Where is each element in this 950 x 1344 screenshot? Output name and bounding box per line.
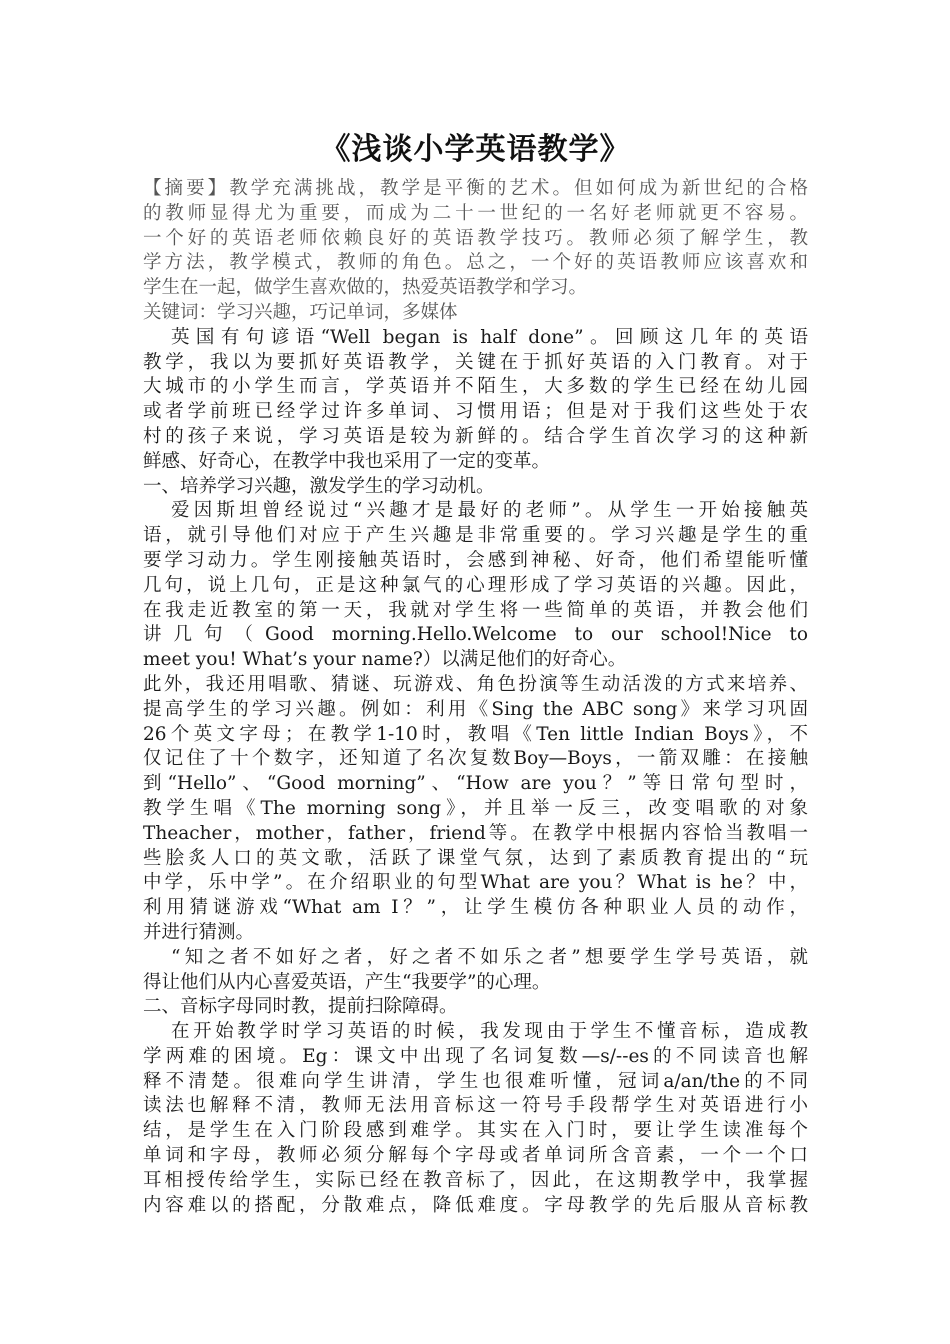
section1-paragraph-3 [143,946,808,996]
paragraph-line: 英国有句谚语“Well began is half done”。回顾这几年的英语 [171,326,808,348]
abstract-line: 学方法，教学模式，教师的角色。总之，一个好的英语教师应该喜欢和 [143,252,808,274]
paragraph-line: 在开始教学时学习英语的时候，我发现由于学生不懂音标，造成教 [171,1021,808,1043]
paragraph-line: 释不清楚。很难向学生讲清，学生也很难听懂，冠词a/an/the的不同 [143,1070,808,1092]
paragraph-line: 内容难以的搭配，分散难点，降低难度。字母教学的先后服从音标教 [143,1194,808,1216]
paragraph-line: 鲜感、好奇心，在教学中我也采用了一定的变革。 [143,450,551,472]
abstract-line: 学生在一起，做学生喜欢做的，热爱英语教学和学习。 [143,277,588,299]
paragraph-line: 或者学前班已经学过许多单词、习惯用语；但是对于我们这些处于农 [143,401,808,423]
section2-paragraph-1 [143,1020,808,1218]
paragraph-line: 单词和字母，教师必须分解每个字母或者单词所含音素，一个一个口 [143,1145,808,1167]
document-page [143,125,808,1218]
paragraph-line: 爱因斯坦曾经说过“兴趣才是最好的老师”。从学生一开始接触英 [171,500,808,522]
paragraph-line: 村的孩子来说，学习英语是较为新鲜的。结合学生首次学习的这种新 [143,425,808,447]
abstract [143,177,808,301]
section-heading-2: 二、音标字母同时教，提前扫除障碍。 [143,996,458,1018]
keywords: 关键词：学习兴趣，巧记单词，多媒体 [143,301,458,323]
section1-paragraph-2 [143,673,808,946]
paragraph-line: 到“Hello”、“Good morning”、“How are you？”等日常句型时， [143,773,808,795]
paragraph-line: 利用猜谜游戏“What am I？”，让学生模仿各种职业人员的动作， [143,897,808,919]
section1-paragraph-1 [143,499,808,673]
paragraph-line: 提高学生的学习兴趣。例如：利用《Sing the ABC song》来学习巩固 [143,698,808,720]
section-heading-1: 一、培养学习兴趣，激发学生的学习动机。 [143,475,495,497]
paragraph-line: 结，是学生在入门阶段感到难学。其实在入门时，要让学生读准每个 [143,1120,808,1142]
paragraph-line: 几句，说上几句，正是这种氯气的心理形成了学习英语的兴趣。因此， [143,574,808,596]
paragraph-line: 学两难的困境。Eg：课文中出现了名词复数—s/--es的不同读音也解 [143,1045,808,1067]
paragraph-line: 读法也解释不清，教师无法用音标这一符号手段帮学生对英语进行小 [143,1095,808,1117]
paragraph-line: meet you! What’s your name?）以满足他们的好奇心。 [143,649,627,671]
paragraph-line: 讲几句（Good morning.Hello.Welcome to our school!Nice to [143,624,808,646]
abstract-line: 【摘要】教学充满挑战，教学是平衡的艺术。但如何成为新世纪的合格 [143,178,808,199]
abstract-line: 一个好的英语老师依赖良好的英语教学技巧。教师必须了解学生，教 [143,227,808,249]
intro-paragraph [143,326,808,475]
paragraph-line: 在我走近教室的第一天，我就对学生将一些简单的英语，并教会他们 [143,599,808,621]
paragraph-line: “知之者不如好之者，好之者不如乐之者”想要学生学号英语，就 [171,946,808,968]
paragraph-line: 26个英文字母；在教学1-10时，教唱《Ten little Indian Boys》，不 [143,723,808,745]
paragraph-line: 中学，乐中学”。在介绍职业的句型What are you？What is he？中， [143,872,808,894]
paragraph-line: 教学生唱《The morning song》，并且举一反三，改变唱歌的对象 [143,797,808,819]
paragraph-line: 教学，我以为要抓好英语教学，关键在于抓好英语的入门教育。对于 [143,351,808,373]
paragraph-line: 仅记住了十个数字，还知道了名次复数Boy—Boys，一箭双雕：在接触 [143,748,808,770]
paragraph-line: 大城市的小学生而言，学英语并不陌生，大多数的学生已经在幼儿园 [143,376,808,398]
paragraph-line: 要学习动力。学生刚接触英语时，会感到神秘、好奇，他们希望能听懂 [143,549,808,571]
paragraph-line: 此外，我还用唱歌、猜谜、玩游戏、角色扮演等生动活泼的方式来培养、 [143,673,808,695]
paragraph-line: 语，就引导他们对应于产生兴趣是非常重要的。学习兴趣是学生的重 [143,525,808,547]
paragraph-line: 得让他们从内心喜爱英语，产生“我要学”的心理。 [143,971,551,993]
paragraph-line: 耳相授传给学生，实际已经在教音标了，因此，在这期教学中，我掌握 [143,1169,808,1191]
paragraph-line: Theacher，mother，father，friend等。在教学中根据内容恰当教唱一 [143,822,808,844]
document-title: 《浅谈小学英语教学》 [320,132,631,167]
abstract-line: 的教师显得尤为重要，而成为二十一世纪的一名好老师就更不容易。 [143,202,808,224]
paragraph-line: 些脍炙人口的英文歌，活跃了课堂气氛，达到了素质教育提出的“玩 [143,847,808,869]
paragraph-line: 并进行猜测。 [143,921,255,943]
